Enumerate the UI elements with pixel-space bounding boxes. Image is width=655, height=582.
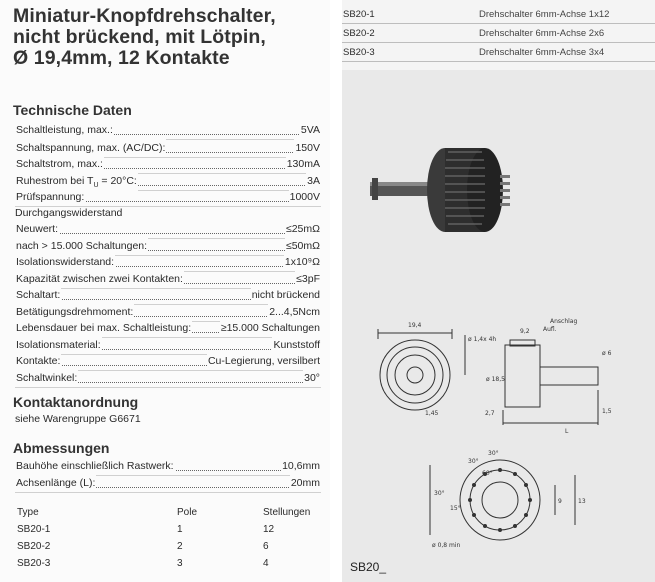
spec-label: Kapazität zwischen zwei Kontakten: (15, 270, 184, 288)
dim-label: 30° (488, 450, 499, 457)
order-code: SB20-1 (343, 9, 375, 20)
dim-label: 30° (434, 490, 445, 497)
dim-label: 9 (558, 498, 562, 505)
table-row (15, 524, 315, 539)
side-view (505, 345, 540, 407)
order-desc: Drehschalter 6mm-Achse 2x6 (479, 28, 605, 39)
order-row (342, 25, 655, 43)
title-line-2: nicht brückend, mit Lötpin, (13, 26, 266, 48)
kontakt-text: siehe Warengruppe G6671 (15, 413, 141, 425)
spec-label: Prüfspannung: (15, 188, 85, 206)
dim-label: 60° (482, 470, 493, 477)
spec-label: Isolationsmaterial: (15, 336, 102, 354)
spec-label: Schaltspannung, max. (AC/DC): (15, 139, 166, 157)
product-title (13, 6, 276, 69)
spec-value: 1x10⁹Ω (284, 253, 321, 271)
title-line-3: Ø 19,4mm, 12 Kontakte (13, 47, 230, 69)
spec-value: Cu-Legierung, versilbert (207, 352, 321, 370)
table-cell: 12 (263, 524, 275, 535)
dim-label: ø 1,4x 4h (468, 336, 497, 343)
table-cell: 6 (263, 541, 269, 552)
spec-label: Neuwert: (15, 220, 59, 238)
spec-value: ≤25mΩ (285, 220, 321, 238)
section-heading-tech: Technische Daten (13, 102, 132, 118)
table-cell: SB20-2 (17, 541, 51, 552)
series-label: SB20_ (350, 560, 387, 574)
spec-row (15, 369, 321, 388)
table-cell: SB20-3 (17, 558, 51, 569)
table-cell: SB20-1 (17, 524, 51, 535)
spec-value: ≤50mΩ (285, 237, 321, 255)
table-cell: 1 (177, 524, 183, 535)
spec-label: Bauhöhe einschließlich Rastwerk: (15, 457, 175, 475)
dim-label: L (565, 428, 569, 435)
product-photo (360, 120, 530, 250)
spec-value: Kunststoff (272, 336, 321, 354)
section-heading-kontakt: Kontaktanordnung (13, 394, 139, 410)
spec-row (15, 474, 321, 493)
table-cell: 2 (177, 541, 183, 552)
spec-label: Achsenlänge (L): (15, 474, 96, 492)
spec-value: 5VA (300, 121, 321, 139)
spec-label: nach > 15.000 Schaltungen: (15, 237, 148, 255)
table-header: Pole (177, 507, 198, 518)
resistance-heading: Durchgangswiderstand (15, 207, 123, 219)
dim-label: ø 0,8 min (432, 542, 461, 549)
spec-value: 130mA (286, 155, 321, 173)
dim-label: 1,5 (602, 408, 612, 415)
table-row (15, 541, 315, 556)
spec-label: Lebensdauer bei max. Schaltleistung: (15, 319, 192, 337)
spec-row (15, 188, 321, 207)
spec-label: Kontakte: (15, 352, 61, 370)
spec-value: 20mm (290, 474, 321, 492)
order-row (342, 6, 655, 24)
dim-label: 2,7 (485, 410, 495, 417)
table-row (15, 558, 315, 573)
spec-row (15, 121, 321, 140)
table-cell: 4 (263, 558, 269, 569)
table-cell: 3 (177, 558, 183, 569)
dim-label: 19,4 (408, 322, 422, 329)
dimension-drawing (370, 315, 640, 555)
dim-label: 9,2 (520, 328, 530, 335)
title-line-1: Miniatur-Knopfdrehschalter, (13, 5, 276, 27)
spec-label: Schaltart: (15, 286, 61, 304)
dim-label: ø 18,5 (486, 376, 505, 383)
dim-label: Anschlag (550, 318, 578, 325)
order-row (342, 44, 655, 62)
spec-value: 1000V (289, 188, 321, 206)
spec-value: 150V (294, 139, 321, 157)
spec-value: nicht brückend (251, 286, 321, 304)
spec-value: 3A (306, 172, 321, 190)
table-header-row (15, 507, 315, 522)
spec-label: Betätigungsdrehmoment: (15, 303, 134, 321)
table-header: Stellungen (263, 507, 311, 518)
order-desc: Drehschalter 6mm-Achse 1x12 (479, 9, 610, 20)
dim-label: 13 (578, 498, 586, 505)
spec-value: ≥15.000 Schaltungen (220, 319, 321, 337)
spec-value: ≤3pF (295, 270, 321, 288)
spec-label: Schaltstrom, max.: (15, 155, 104, 173)
dim-label: ø 6 (602, 350, 612, 357)
order-code: SB20-2 (343, 28, 375, 39)
front-view (380, 340, 450, 410)
spec-label: Schaltwinkel: (15, 369, 78, 387)
spec-label: Isolationswiderstand: (15, 253, 115, 271)
spec-value: 30° (303, 369, 321, 387)
spec-value: 10,6mm (281, 457, 321, 475)
type-table (15, 507, 315, 573)
spec-label: Ruhestrom bei $T_U = 20^\circ C$: (15, 172, 138, 195)
dim-label: 30° (468, 458, 479, 465)
dim-label: 15° (450, 505, 461, 512)
order-desc: Drehschalter 6mm-Achse 3x4 (479, 47, 605, 58)
spec-value: 2...4,5Ncm (268, 303, 321, 321)
section-heading-abmessungen: Abmessungen (13, 440, 110, 456)
dim-label: Aufl. (543, 326, 557, 333)
spec-label: Schaltleistung, max.: (15, 121, 114, 139)
dim-label: 1,45 (425, 410, 439, 417)
table-header: Type (17, 507, 39, 518)
order-code: SB20-3 (343, 47, 375, 58)
